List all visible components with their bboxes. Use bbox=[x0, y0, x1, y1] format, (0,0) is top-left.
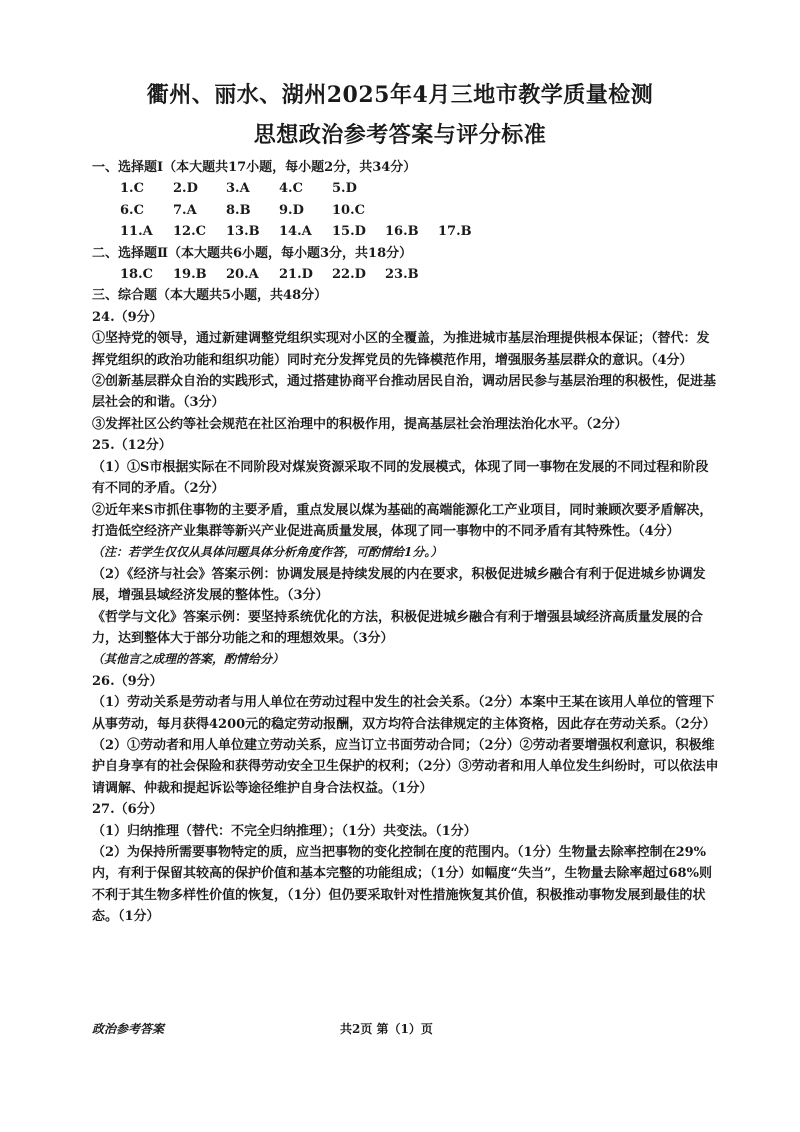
q25-paragraph-1: （1）①S市根据实际在不同阶段对煤炭资源采取不同的发展模式，体现了同一事物在发展的不同过程和阶段有不同的矛盾。（2分） bbox=[92, 459, 709, 497]
answer-item: 20.A bbox=[226, 267, 259, 283]
q25-note-1: （注：若学生仅仅从具体问题具体分析角度作答，可酌情给1分。） bbox=[92, 545, 443, 560]
answer-item: 1.C bbox=[120, 181, 144, 197]
q27-paragraph-2: （2）为保持所需要事物特定的质，应当把事物的变化控制在度的范围内。（1分）生物量去除率控制在29%内，有利于保留其较高的保护价值和基本完整的功能组成；（1分）如幅度“失当”，生物量去除率超过68%则不利于其生物多样性价值的恢复，（1分）但仍要采取针对性措施恢复其价值，积极推动事物发展到最佳的状态。（1分） bbox=[92, 845, 712, 925]
section3-heading: 三、综合题（本大题共5小题，共48分） bbox=[92, 288, 328, 304]
q25-label: 25.（12分） bbox=[92, 438, 172, 454]
answer-item: 9.D bbox=[279, 202, 304, 218]
q24-paragraph-2: ②创新基层群众自治的实践形式，通过搭建协商平台推动居民自治，调动居民参与基层治理的积极性，促进基层社会的和谐。（3分） bbox=[92, 374, 717, 411]
document-title: 衢州、丽水、湖州2025年4月三地市教学质量检测 bbox=[146, 82, 654, 108]
section2-heading: 二、选择题Ⅱ（本大题共6小题，每小题3分，共18分） bbox=[92, 245, 413, 261]
answer-item: 11.A bbox=[120, 224, 153, 240]
q24-paragraph-1: ①坚持党的领导，通过新建调整党组织实现对小区的全覆盖，为推进城市基层治理提供根本保证；（替代：发挥党组织的政治功能和组织功能）同时充分发挥党员的先锋模范作用，增强服务基层群众的意识。（4分） bbox=[92, 331, 710, 368]
answer-item: 17.B bbox=[438, 224, 472, 240]
answer-item: 21.D bbox=[279, 267, 313, 283]
footer-subject-label: 政治参考答案 bbox=[92, 1022, 165, 1036]
answer-item: 15.D bbox=[332, 224, 366, 240]
answer-item: 16.B bbox=[385, 224, 419, 240]
answer-item: 19.B bbox=[173, 267, 207, 283]
section1-row-2 bbox=[92, 200, 720, 221]
section1-row-3 bbox=[92, 221, 720, 242]
q25-paragraph-2: ②近年来S市抓住事物的主要矛盾，重点发展以煤为基础的高端能源化工产业项目，同时兼顾次要矛盾解决，打造低空经济产业集群等新兴产业促进高质量发展，体现了同一事物中的不同矛盾有其特殊性。（4分） bbox=[92, 502, 713, 539]
answer-item: 7.A bbox=[173, 202, 197, 218]
answer-item: 14.A bbox=[279, 224, 312, 240]
q26-label: 26.（9分） bbox=[92, 673, 163, 689]
q25-paragraph-4: 《哲学与文化》答案示例：要坚持系统优化的方法，积极促进城乡融合有利于增强县域经济高质量发展的合力，达到整体大于部分功能之和的理想效果。（3分） bbox=[92, 609, 704, 646]
section2-row-1 bbox=[92, 264, 720, 285]
q26-paragraph-1: （1）劳动关系是劳动者与用人单位在劳动过程中发生的社会关系。（2分）本案中王某在该用人单位的管理下从事劳动，每月获得4200元的稳定劳动报酬，双方均符合法律规定的主体资格，因此存在劳动关系。（2分） bbox=[92, 695, 716, 732]
answer-item: 13.B bbox=[226, 224, 260, 240]
answer-content bbox=[92, 157, 720, 928]
q25-paragraph-3: （2）《经济与社会》答案示例：协调发展是持续发展的内在要求，积极促进城乡融合有利于促进城乡协调发展，增强县域经济发展的整体性。（3分） bbox=[92, 566, 706, 604]
answer-item: 3.A bbox=[226, 181, 250, 197]
answer-item: 6.C bbox=[120, 202, 144, 218]
footer-page-number: 共2页 第（1）页 bbox=[340, 1022, 433, 1036]
answer-item: 12.C bbox=[173, 224, 206, 240]
answer-item: 4.C bbox=[279, 181, 303, 197]
q25-note-2: （其他言之成理的答案，酌情给分） bbox=[92, 652, 285, 667]
q27-paragraph-1: （1）归纳推理（替代：不完全归纳推理）；（1分）共变法。（1分） bbox=[92, 823, 477, 839]
section1-row-1 bbox=[92, 178, 720, 199]
answer-item: 23.B bbox=[385, 267, 419, 283]
answer-item: 18.C bbox=[120, 267, 153, 283]
document-subtitle: 思想政治参考答案与评分标准 bbox=[253, 122, 547, 148]
section1-heading: 一、选择题Ⅰ（本大题共17小题，每小题2分，共34分） bbox=[92, 160, 417, 175]
answer-item: 2.D bbox=[173, 181, 198, 197]
answer-item: 5.D bbox=[332, 181, 357, 197]
answer-item: 8.B bbox=[226, 202, 251, 218]
answer-item: 10.C bbox=[332, 202, 365, 218]
q24-label: 24.（9分） bbox=[92, 309, 163, 325]
q26-paragraph-2: （2）①劳动者和用人单位建立劳动关系，应当订立书面劳动合同；（2分）②劳动者要增强权利意识，积极维护自身享有的社会保险和获得劳动安全卫生保护的权利；（2分）③劳动者和用人单位发生纠纷时，可以依法申请调解、仲裁和提起诉讼等途径维护自身合法权益。（1分） bbox=[92, 737, 719, 796]
answer-item: 22.D bbox=[332, 267, 366, 283]
q27-label: 27.（6分） bbox=[92, 802, 163, 818]
q24-paragraph-3: ③发挥社区公约等社会规范在社区治理中的积极作用，提高基层社会治理法治化水平。（2分） bbox=[92, 416, 628, 432]
